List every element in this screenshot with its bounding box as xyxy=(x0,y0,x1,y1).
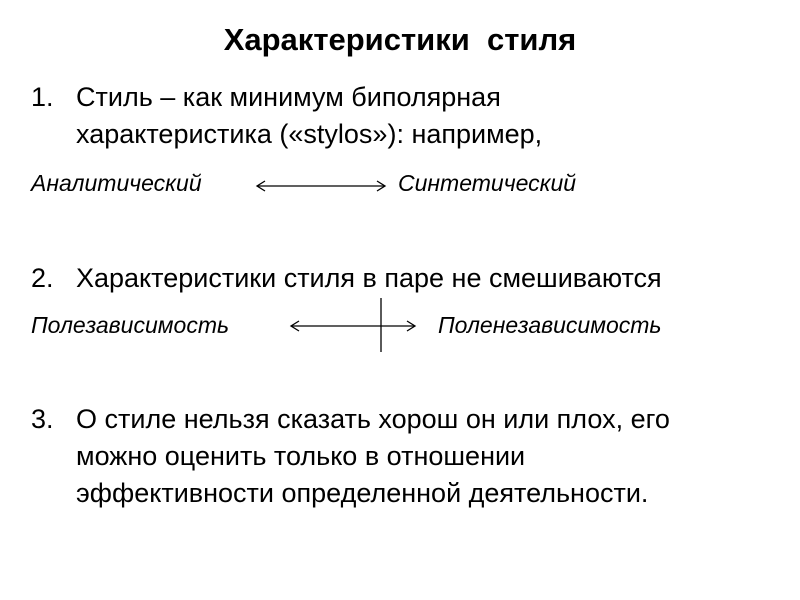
list-item-number: 2. xyxy=(31,263,54,293)
pair-1-right-term: Синтетический xyxy=(398,170,577,196)
double-arrow-icon xyxy=(254,176,388,196)
list-item-line: О стиле нельзя сказать хорош он или плох, его xyxy=(76,404,670,434)
list-item-line: Характеристики стиля в паре не смешиваются xyxy=(76,263,662,293)
list-item-number: 3. xyxy=(31,404,54,434)
list-item-text xyxy=(76,79,542,153)
list-item-text xyxy=(76,260,662,297)
list-item-2 xyxy=(31,260,791,300)
list-item-line: можно оценить только в отношении xyxy=(76,441,526,471)
slide-title: Характеристики стиля xyxy=(223,22,577,57)
list-item-line: характеристика («stylos»): например, xyxy=(76,119,543,149)
list-item-3 xyxy=(31,401,791,521)
pair-2-right-term: Поленезависимость xyxy=(438,312,662,338)
list-item-text xyxy=(76,401,670,512)
list-item-1 xyxy=(31,79,771,159)
list-item-line: эффективности определенной деятельности. xyxy=(76,478,649,508)
list-item-number: 1. xyxy=(31,82,54,112)
double-arrow-icon xyxy=(288,316,418,336)
pair-1-left-term: Аналитический xyxy=(31,170,202,196)
separator-line xyxy=(379,298,383,352)
pair-2-left-term: Полезависимость xyxy=(31,312,230,338)
list-item-line: Стиль – как минимум биполярная xyxy=(76,82,501,112)
